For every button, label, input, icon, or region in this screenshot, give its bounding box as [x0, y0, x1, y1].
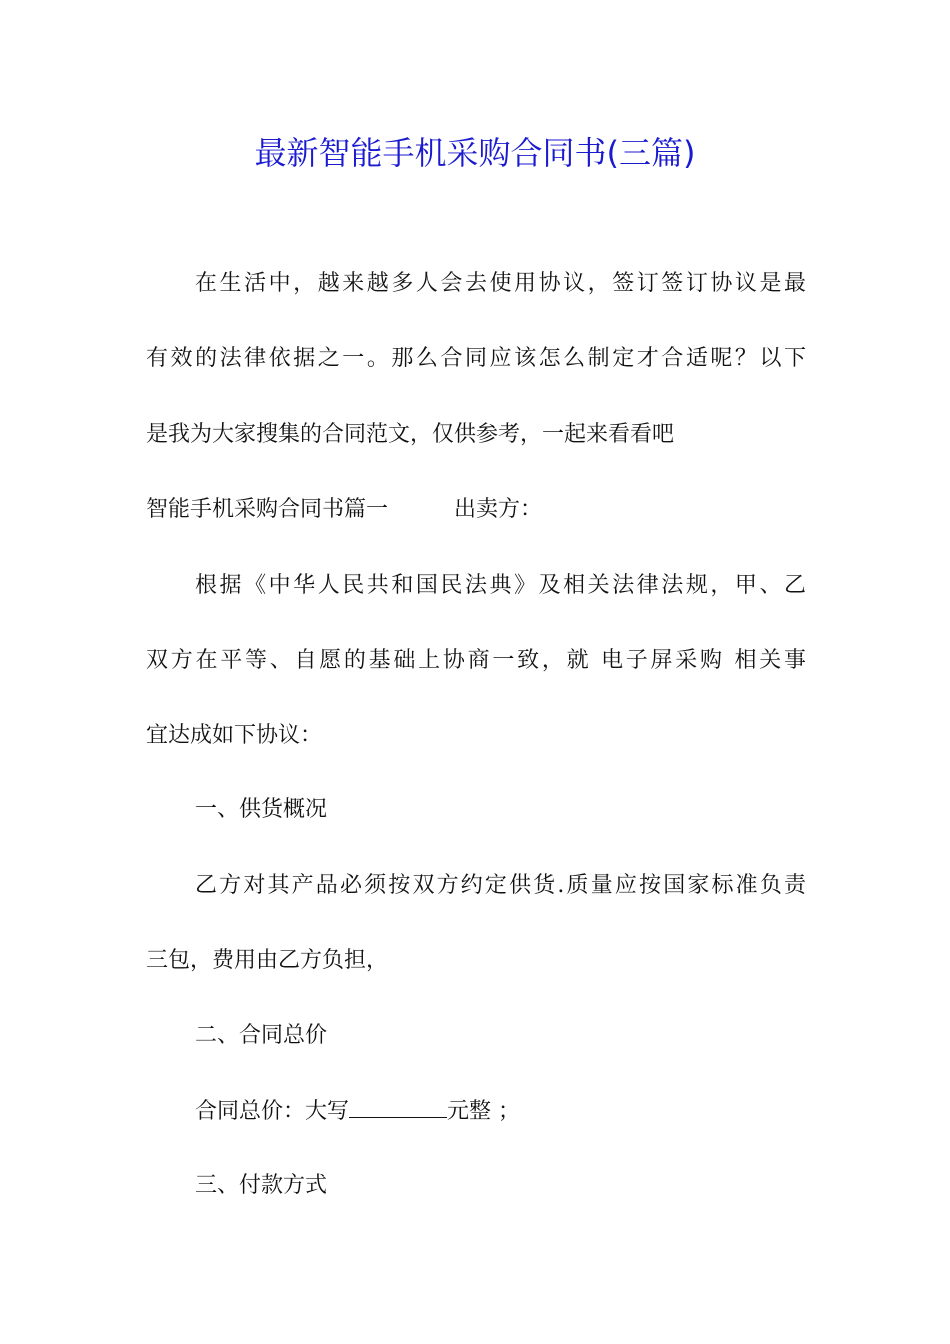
clause-1-line-2: 三包，费用由乙方负担， — [146, 948, 389, 973]
price-blank-field — [349, 1095, 447, 1118]
section-heading-name: 智能手机采购合同书篇一 — [146, 497, 389, 522]
preamble-line-2: 双方在平等、自愿的基础上协商一致，就 电子屏采购 相关事 — [146, 648, 806, 673]
preamble-line-1: 根据《中华人民共和国民法典》及相关法律法规，甲、乙 — [195, 573, 806, 598]
clause-2-heading: 二、合同总价 — [195, 1023, 328, 1048]
contract-price-line — [195, 1095, 855, 1128]
seller-label: 出卖方： — [454, 497, 543, 522]
clause-3-heading: 三、付款方式 — [195, 1173, 328, 1198]
price-prefix: 合同总价：大写 — [195, 1099, 350, 1124]
clause-1-line-1: 乙方对其产品必须按双方约定供货.质量应按国家标准负责 — [195, 873, 806, 898]
intro-line-3: 是我为大家搜集的合同范文，仅供参考，一起来看看吧 — [146, 422, 675, 447]
section-heading — [146, 494, 806, 526]
price-suffix: 元整 ； — [447, 1099, 521, 1124]
clause-1-heading: 一、供货概况 — [195, 797, 328, 822]
intro-line-1: 在生活中，越来越多人会去使用协议，签订签订协议是最 — [195, 271, 806, 296]
document-title: 最新智能手机采购合同书(三篇) — [254, 134, 696, 172]
preamble-line-3: 宜达成如下协议： — [146, 723, 323, 748]
intro-line-2: 有效的法律依据之一。那么合同应该怎么制定才合适呢？以下 — [146, 346, 806, 371]
